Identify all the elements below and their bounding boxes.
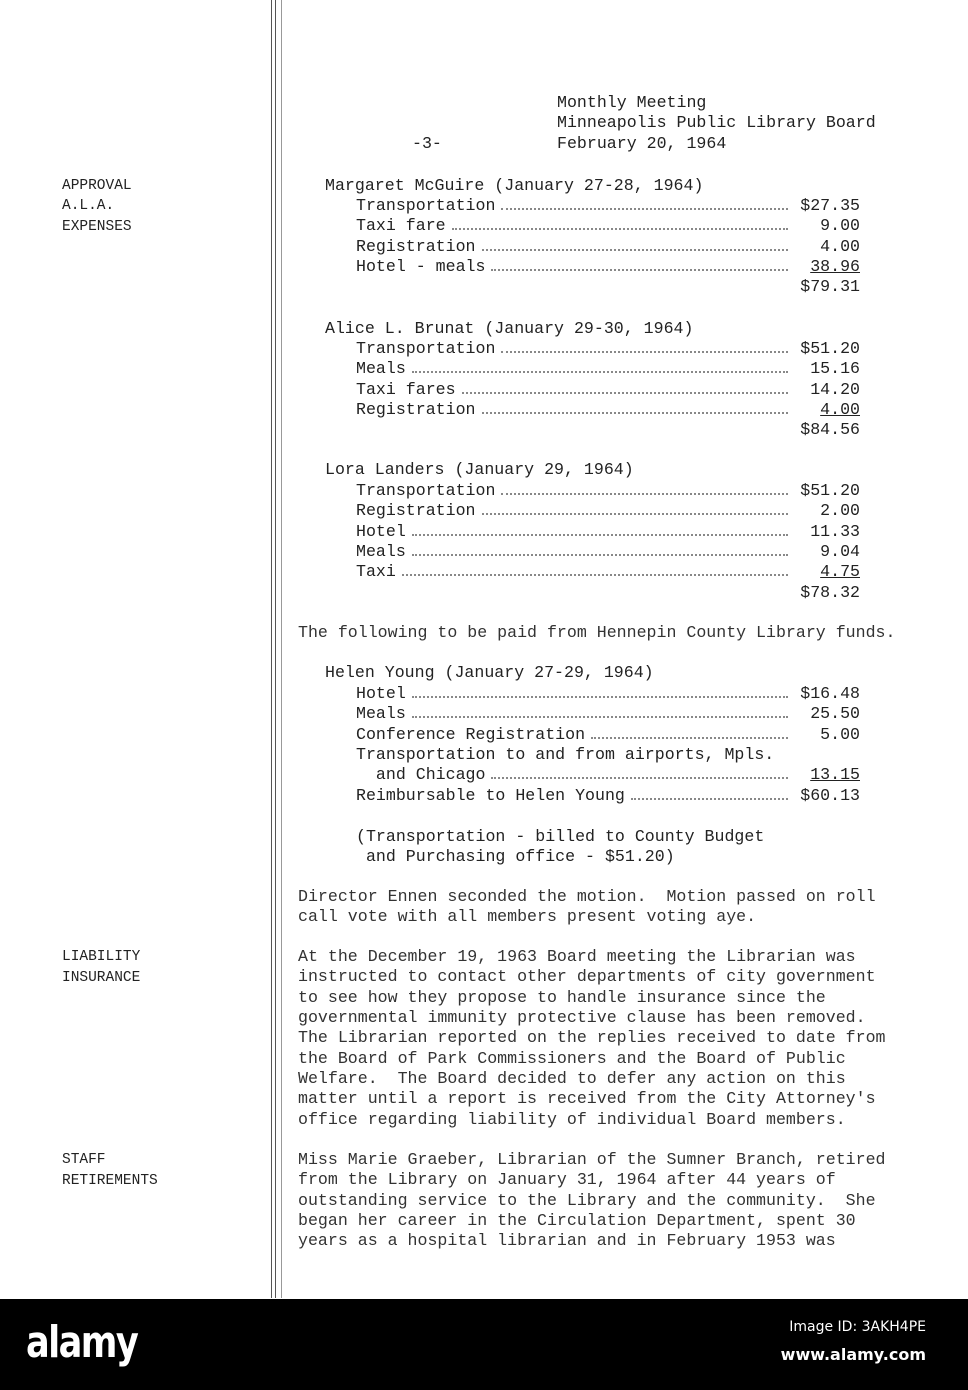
hennepin-intro: The following to be paid from Hennepin County Library funds. xyxy=(298,623,896,642)
motion-paragraph: Director Ennen seconded the motion. Motion passed on roll call vote with all members present voting aye. xyxy=(298,887,876,927)
item-label: Hotel - meals xyxy=(356,257,486,277)
header-title: Monthly Meeting xyxy=(557,93,707,112)
staff-paragraph: Miss Marie Graeber, Librarian of the Sumner Branch, retired from the Library on January 31, 1964 after 44 years of outstanding service to the Library and the community. She began her career in the Circulation Department, spent 30 years as a hospital librarian and in February 1953 was xyxy=(298,1150,886,1251)
margin-label: LIABILITY xyxy=(62,949,141,965)
item-label: Hotel xyxy=(356,684,406,703)
item-label: Registration xyxy=(356,501,476,521)
note: and Purchasing office - $51.20) xyxy=(356,847,675,866)
item-label: Registration xyxy=(356,236,476,256)
header-board: Minneapolis Public Library Board xyxy=(557,113,876,132)
alamy-logo: alamy xyxy=(26,1317,138,1368)
item-label: Meals xyxy=(356,359,406,379)
item-amount: 4.00 xyxy=(820,236,860,256)
expense-total: $78.32 xyxy=(800,582,860,602)
item-amount: 2.00 xyxy=(820,501,860,521)
item-label: Hotel xyxy=(356,521,406,541)
item-amount: 11.33 xyxy=(810,521,860,541)
expense-list xyxy=(356,339,860,441)
item-label: Taxi xyxy=(356,562,396,582)
expense-person: Lora Landers (January 29, 1964) xyxy=(325,460,634,479)
item-amount: 9.04 xyxy=(820,542,860,562)
item-amount: 15.16 xyxy=(810,359,860,379)
margin-label: A.L.A. xyxy=(62,198,115,214)
watermark-banner xyxy=(0,1299,968,1390)
margin-label: STAFF xyxy=(62,1152,106,1168)
item-label: Registration xyxy=(356,400,476,420)
item-amount: 4.00 xyxy=(820,400,860,420)
expense-person: Alice L. Brunat (January 29-30, 1964) xyxy=(325,319,694,338)
expense-person: Margaret McGuire (January 27-28, 1964) xyxy=(325,176,704,195)
item-amount: 13.15 xyxy=(810,765,860,785)
item-amount: 4.75 xyxy=(820,562,860,582)
item-amount: 9.00 xyxy=(820,216,860,236)
expense-total: $79.31 xyxy=(800,277,860,297)
item-label: Transportation to and from airports, Mpls. xyxy=(356,745,775,765)
item-label: Taxi fare xyxy=(356,216,446,236)
item-amount: $27.35 xyxy=(800,196,860,215)
item-amount: $51.20 xyxy=(800,481,860,500)
margin-label: RETIREMENTS xyxy=(62,1173,158,1189)
item-amount: 5.00 xyxy=(820,724,860,744)
expense-list xyxy=(356,196,860,298)
item-label: Transportation xyxy=(356,481,496,500)
item-amount: 38.96 xyxy=(810,257,860,277)
margin-label: EXPENSES xyxy=(62,219,132,235)
item-label: Taxi fares xyxy=(356,379,456,399)
margin-label: APPROVAL xyxy=(62,178,132,194)
site-url: www.alamy.com xyxy=(780,1345,926,1364)
item-label: Reimbursable to Helen Young xyxy=(356,785,625,805)
liability-paragraph: At the December 19, 1963 Board meeting the Librarian was instructed to contact other departments of city government to see how they propose to handle insurance since the governmental immunity protective clause has been removed. The Librarian reported on the replies received to date from the Board of Park Commissioners and the Board of Public Welfare. The Board decided to defer any action on this matter until a report is received from the City Attorney's office regarding liability of individual Board members. xyxy=(298,947,886,1129)
item-amount: $51.20 xyxy=(800,339,860,358)
item-label: Transportation xyxy=(356,339,496,358)
margin-rule xyxy=(275,0,276,1298)
expense-total: $84.56 xyxy=(800,420,860,440)
image-id: Image ID: 3AKH4PE xyxy=(789,1319,926,1335)
item-label: Meals xyxy=(356,704,406,724)
expense-person: Helen Young (January 27-29, 1964) xyxy=(325,663,654,682)
expense-total: $60.13 xyxy=(800,785,860,805)
margin-rule xyxy=(281,0,282,1298)
page-number: -3- xyxy=(412,134,442,153)
expense-list xyxy=(356,684,860,806)
expense-list xyxy=(356,481,860,603)
margin-label: INSURANCE xyxy=(62,970,141,986)
item-amount: 14.20 xyxy=(810,379,860,399)
header-date: February 20, 1964 xyxy=(557,134,727,153)
item-label: Conference Registration xyxy=(356,724,586,744)
item-label: Transportation xyxy=(356,196,496,215)
margin-rule xyxy=(271,0,272,1298)
item-label: Meals xyxy=(356,542,406,562)
item-amount: 25.50 xyxy=(810,704,860,724)
item-label: and Chicago xyxy=(356,765,486,785)
note: (Transportation - billed to County Budget xyxy=(356,827,765,846)
item-amount: $16.48 xyxy=(800,684,860,703)
